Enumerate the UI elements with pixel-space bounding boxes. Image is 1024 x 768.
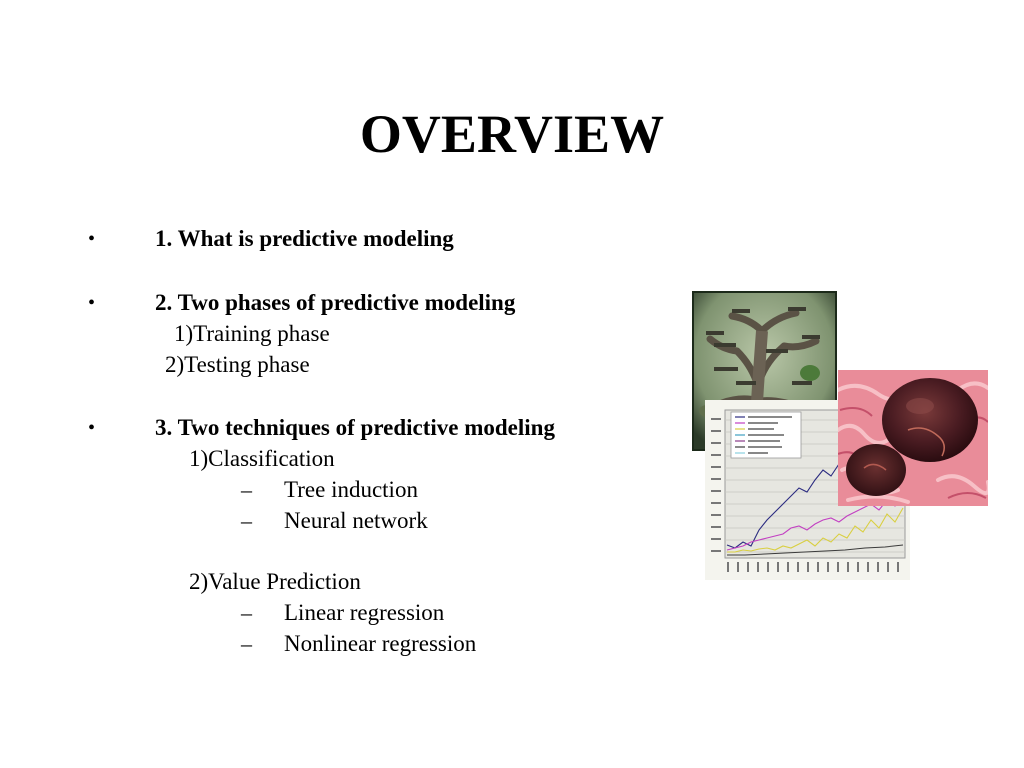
- bullet-icon: •: [88, 292, 96, 314]
- subitem-linear-regression: Linear regression: [284, 600, 445, 625]
- phase-item-training: 1)Training phase: [174, 321, 330, 346]
- section-heading-1: 1. What is predictive modeling: [155, 226, 454, 251]
- subitem-neural-network: Neural network: [284, 508, 428, 533]
- section-heading-3: 3. Two techniques of predictive modeling: [155, 415, 555, 440]
- bullet-icon: •: [88, 417, 96, 439]
- dash-icon: –: [241, 508, 252, 533]
- subitem-tree-induction: Tree induction: [284, 477, 418, 502]
- technique-label-classification: 1)Classification: [189, 446, 335, 471]
- slide-title: OVERVIEW: [359, 104, 665, 164]
- technique-label-value-prediction: 2)Value Prediction: [189, 569, 361, 594]
- anatomy-photo-image: [838, 370, 988, 506]
- phase-item-testing: 2)Testing phase: [165, 352, 310, 377]
- bullet-icon: •: [88, 228, 96, 250]
- subitem-nonlinear-regression: Nonlinear regression: [284, 631, 477, 656]
- dash-icon: –: [241, 477, 252, 502]
- dash-icon: –: [241, 631, 252, 656]
- dash-icon: –: [241, 600, 252, 625]
- section-heading-2: 2. Two phases of predictive modeling: [155, 290, 516, 315]
